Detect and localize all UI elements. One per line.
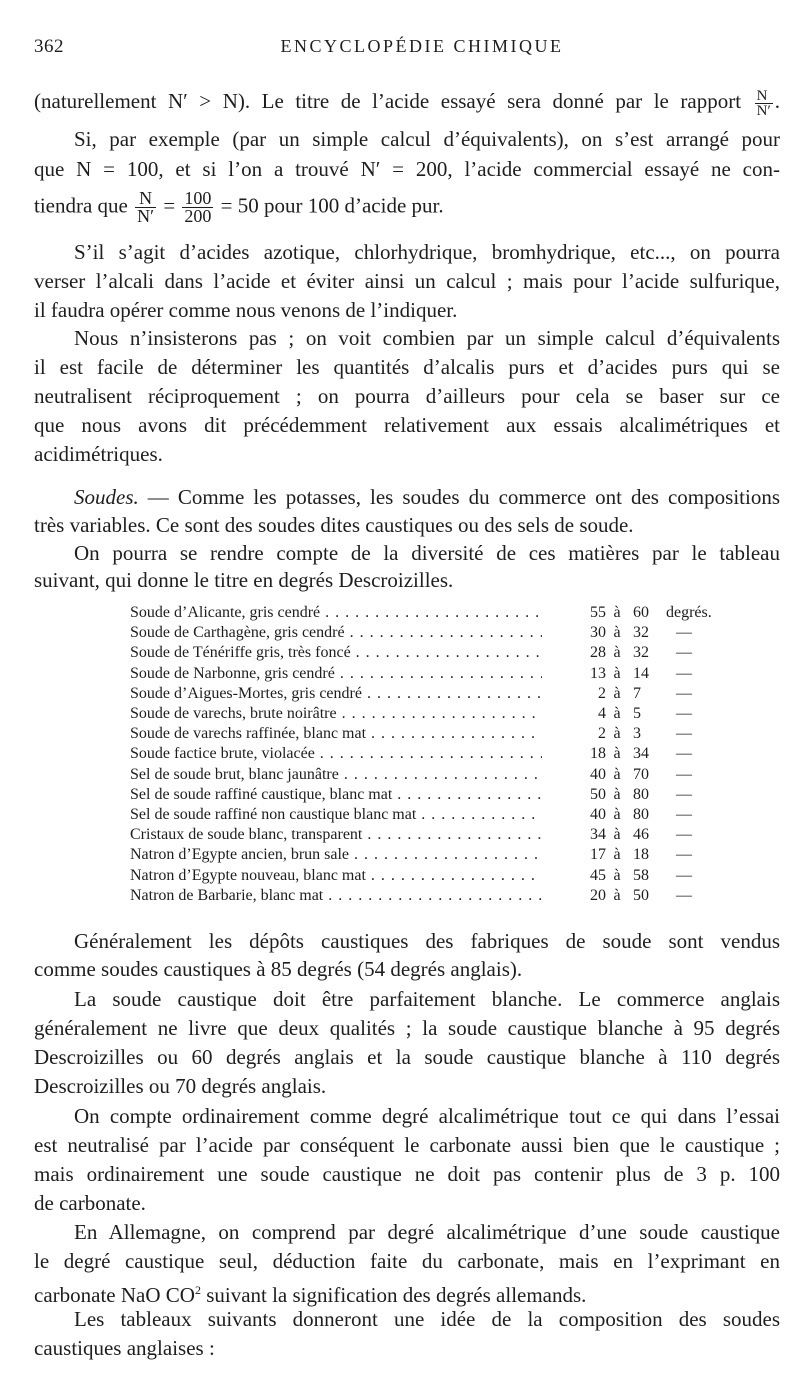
- soude-label: Soude d’Alicante, gris cendré . . .: [130, 602, 542, 623]
- soude-label: Natron d’Egypte ancien, brun sale . . .: [130, 844, 542, 865]
- range-word: à: [613, 785, 621, 803]
- equals-sign: =: [163, 193, 176, 218]
- table-row: [130, 824, 710, 845]
- text-run: .: [774, 89, 781, 113]
- degree-low: 17: [590, 846, 606, 864]
- soude-label: Natron de Barbarie, blanc mat . . .: [130, 885, 542, 906]
- soude-label: Natron d’Egypte nouveau, blanc mat . . .: [130, 865, 542, 886]
- paragraph-line: Si, par exemple (par un simple calcul d’équivalents), on s’est arrangé pour: [74, 127, 780, 151]
- soude-label: Soude de Narbonne, gris cendré . . .: [130, 663, 542, 684]
- table-row: [130, 602, 710, 623]
- running-title: ENCYCLOPÉDIE CHIMIQUE: [280, 36, 564, 56]
- degree-low: 2: [598, 725, 606, 743]
- range-word: à: [613, 604, 621, 621]
- fraction-denominator: N′: [137, 206, 155, 226]
- fraction-denominator: 200: [184, 206, 212, 226]
- table-row: [130, 804, 710, 825]
- degree-high: 50: [633, 886, 649, 904]
- degree-high: 5: [633, 705, 641, 722]
- paragraph-line: Descroizilles ou 60 degrés anglais et la soude caustique blanche à 110 degrés: [34, 1045, 780, 1069]
- text-run: (naturellement N′ > N). Le titre de l’acide essayé sera donné par le rapport: [34, 89, 742, 113]
- degree-high: 70: [633, 765, 649, 783]
- table-row: [130, 642, 710, 663]
- paragraph-line: La soude caustique doit être parfaitement blanche. Le commerce anglais: [74, 987, 780, 1011]
- range-word: à: [613, 745, 621, 763]
- fraction-denominator: N′: [756, 102, 771, 119]
- degree-high: 80: [633, 785, 649, 803]
- range-word: à: [613, 644, 621, 662]
- degree-low: 13: [590, 664, 606, 682]
- paragraph-line: il faudra opérer comme nous venons de l’indiquer.: [34, 298, 458, 322]
- table-row: [130, 622, 710, 643]
- table-row: [130, 885, 710, 906]
- paragraph-line: généralement ne livre que deux qualités ; la soude caustique blanche à 95 degrés: [34, 1016, 780, 1040]
- range-word: à: [613, 806, 621, 823]
- table-row: [130, 723, 710, 744]
- ditto-dash: —: [676, 725, 692, 743]
- fraction-100-over-200: [182, 190, 213, 225]
- range-word: à: [613, 866, 621, 884]
- paragraph-line: que N = 100, et si l’on a trouvé N′ = 200, l’acide commercial essayé ne con-: [34, 157, 780, 181]
- soude-label: Soude de Carthagène, gris cendré . . .: [130, 622, 542, 643]
- ditto-dash: —: [676, 806, 692, 823]
- degree-low: 55: [590, 604, 606, 621]
- ditto-dash: —: [676, 684, 692, 702]
- paragraph-line: suivant, qui donne le titre en degrés Descroizilles.: [34, 568, 454, 592]
- paragraph-line: caustiques anglaises :: [34, 1336, 215, 1360]
- ditto-dash: —: [676, 664, 692, 682]
- range-word: à: [613, 725, 621, 743]
- soude-label: Soude factice brute, violacée . . .: [130, 743, 542, 764]
- fraction-numerator: 100: [184, 188, 212, 208]
- ditto-dash: —: [676, 846, 692, 864]
- degree-low: 18: [590, 745, 606, 763]
- page-header: [34, 36, 780, 62]
- range-word: à: [613, 624, 621, 642]
- soude-label: Sel de soude raffiné non caustique blanc mat . . .: [130, 804, 542, 825]
- paragraph-line: En Allemagne, on comprend par degré alcalimétrique d’une soude caustique: [74, 1220, 780, 1244]
- degree-high: 7: [633, 684, 641, 702]
- degree-high: 34: [633, 745, 649, 763]
- ditto-dash: —: [676, 866, 692, 884]
- soude-label: Sel de soude raffiné caustique, blanc mat . . .: [130, 784, 542, 805]
- degree-high: 46: [633, 826, 649, 844]
- paragraph-line: On pourra se rendre compte de la diversité de ces matières par le tableau: [74, 541, 780, 565]
- range-word: à: [613, 664, 621, 682]
- page-number: 362: [34, 36, 64, 57]
- range-word: à: [613, 705, 621, 722]
- range-word: à: [613, 765, 621, 783]
- table-row: [130, 764, 710, 785]
- fraction-n-over-nprime: [135, 190, 156, 225]
- superscript: 2: [194, 1283, 201, 1297]
- degree-low: 4: [598, 705, 606, 722]
- paragraph-line: [34, 1277, 780, 1308]
- paragraph-line: acidimétriques.: [34, 442, 163, 466]
- degree-high: 58: [633, 866, 649, 884]
- unit-label: degrés.: [666, 604, 712, 621]
- degree-low: 30: [590, 624, 606, 642]
- paragraph-line: Généralement les dépôts caustiques des fabriques de soude sont vendus: [74, 929, 780, 953]
- degree-high: 32: [633, 644, 649, 662]
- paragraph-line: mais ordinairement une soude caustique ne doit pas contenir plus de 3 p. 100: [34, 1162, 780, 1186]
- paragraph-line: neutralisent réciproquement ; on pourra d’ailleurs pour cela se baser sur ce: [34, 384, 780, 408]
- degree-low: 2: [598, 684, 606, 702]
- soude-label: Soude de varechs, brute noirâtre . . .: [130, 703, 542, 724]
- section-title-soudes: Soudes.: [74, 485, 139, 509]
- soude-label: Cristaux de soude blanc, transparent . . .: [130, 824, 542, 845]
- paragraph-line: que nous avons dit précédemment relativement aux essais alcalimétriques et: [34, 413, 780, 437]
- soude-label: Soude d’Aigues-Mortes, gris cendré . . .: [130, 683, 542, 704]
- paragraph-line: [34, 88, 780, 118]
- degree-low: 50: [590, 785, 606, 803]
- range-word: à: [613, 826, 621, 844]
- paragraph-line: [34, 190, 780, 225]
- paragraph-line: S’il s’agit d’acides azotique, chlorhydrique, bromhydrique, etc..., on pourra: [74, 240, 780, 264]
- soude-label: Sel de soude brut, blanc jaunâtre . . .: [130, 764, 542, 785]
- ditto-dash: —: [676, 745, 692, 763]
- soude-label: Soude de varechs raffinée, blanc mat . . .: [130, 723, 542, 744]
- paragraph-line: le degré caustique seul, déduction faite du carbonate, mais en l’exprimant en: [34, 1249, 780, 1273]
- paragraph-line: de carbonate.: [34, 1191, 146, 1215]
- text-run: carbonate NaO CO: [34, 1283, 195, 1307]
- degree-high: 18: [633, 846, 649, 864]
- ditto-dash: —: [676, 886, 692, 904]
- soude-label: Soude de Ténériffe gris, très foncé . . .: [130, 642, 542, 663]
- table-row: [130, 663, 710, 684]
- ditto-dash: —: [676, 785, 692, 803]
- ditto-dash: —: [676, 826, 692, 844]
- paragraph-line: Les tableaux suivants donneront une idée de la composition des soudes: [74, 1307, 780, 1331]
- paragraph-line: très variables. Ce sont des soudes dites caustiques ou des sels de soude.: [34, 513, 634, 537]
- ditto-dash: —: [676, 644, 692, 662]
- paragraph-line: Nous n’insisterons pas ; on voit combien par un simple calcul d’équivalents: [74, 326, 780, 350]
- degree-high: 14: [633, 664, 649, 682]
- paragraph-line: [74, 484, 780, 510]
- degree-high: 3: [633, 725, 641, 743]
- text-run: — Comme les potasses, les soudes du commerce ont des compositions: [138, 485, 780, 509]
- ditto-dash: —: [676, 765, 692, 783]
- paragraph-line: il est facile de déterminer les quantités d’alcalis purs et d’acides purs qui se: [34, 355, 780, 379]
- degree-high: 80: [633, 806, 649, 823]
- text-run: suivant la signification des degrés allemands.: [200, 1283, 587, 1307]
- degree-low: 20: [590, 886, 606, 904]
- table-row: [130, 865, 710, 886]
- degree-high: 60: [633, 604, 649, 621]
- text-run: = 50 pour 100 d’acide pur.: [220, 193, 444, 218]
- table-row: [130, 784, 710, 805]
- fraction-n-over-nprime: [755, 89, 773, 118]
- table-row: [130, 703, 710, 724]
- range-word: à: [613, 886, 621, 904]
- degree-low: 40: [590, 765, 606, 783]
- degree-low: 40: [590, 806, 606, 823]
- text-run: tiendra que: [34, 193, 128, 218]
- paragraph-line: Descroizilles ou 70 degrés anglais.: [34, 1074, 327, 1098]
- table-row: [130, 743, 710, 764]
- range-word: à: [613, 846, 621, 864]
- table-row: [130, 844, 710, 865]
- paragraph-line: comme soudes caustiques à 85 degrés (54 degrés anglais).: [34, 957, 523, 981]
- degree-low: 34: [590, 826, 606, 844]
- table-row: [130, 683, 710, 704]
- paragraph-line: est neutralisé par l’acide par conséquent le carbonate aussi bien que le caustique ;: [34, 1133, 780, 1157]
- degree-low: 45: [590, 866, 606, 884]
- paragraph-line: On compte ordinairement comme degré alcalimétrique tout ce qui dans l’essai: [74, 1104, 780, 1128]
- ditto-dash: —: [676, 624, 692, 642]
- degree-high: 32: [633, 624, 649, 642]
- paragraph-line: verser l’alcali dans l’acide et éviter ainsi un calcul ; mais pour l’acide sulfurique,: [34, 269, 780, 293]
- fraction-numerator: N: [755, 89, 773, 104]
- degree-low: 28: [590, 644, 606, 662]
- range-word: à: [613, 684, 621, 702]
- fraction-numerator: N: [135, 190, 156, 208]
- ditto-dash: —: [676, 705, 692, 722]
